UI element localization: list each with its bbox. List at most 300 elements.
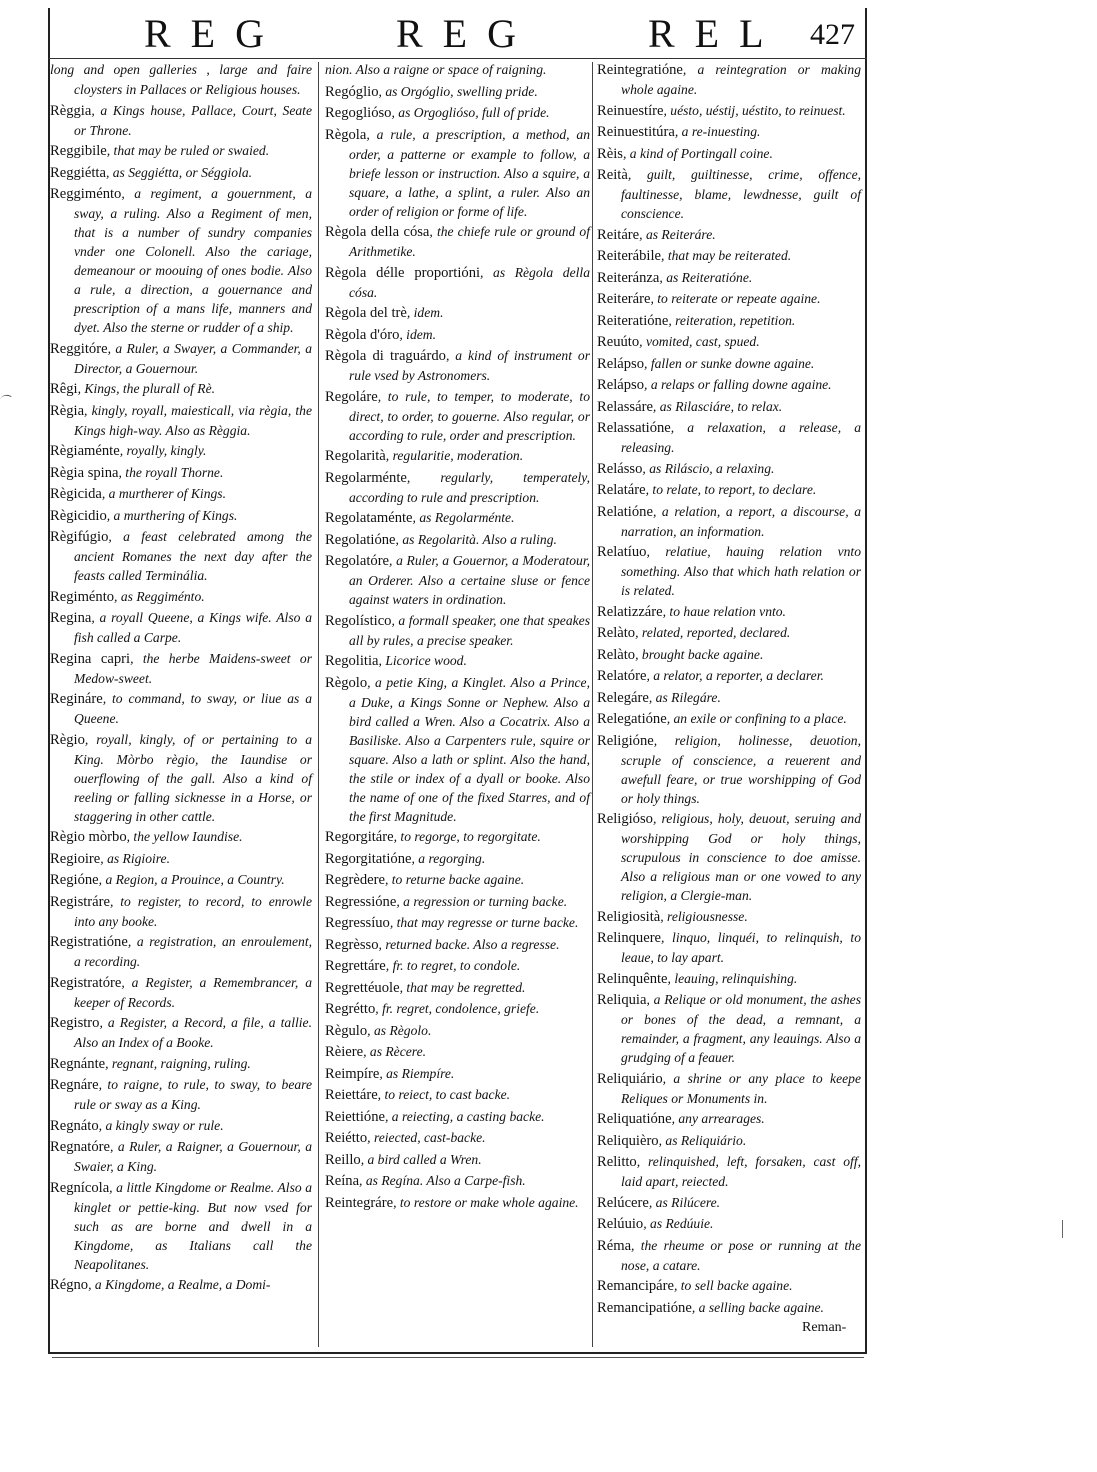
headword: Règio bbox=[50, 731, 85, 748]
headword: Règia bbox=[50, 402, 85, 419]
definition: , that may be regretted. bbox=[399, 979, 526, 995]
headword: Relatóre bbox=[597, 668, 647, 684]
dictionary-entry bbox=[50, 1116, 312, 1136]
headword: Reintegráre bbox=[325, 1194, 394, 1211]
dictionary-entry bbox=[325, 999, 590, 1019]
headword: Regina capri bbox=[50, 650, 131, 667]
definition: , royally, kingly. bbox=[119, 443, 207, 458]
dictionary-entry bbox=[50, 527, 312, 585]
definition: , the herbe Maidens-sweet or Medow-sweet. bbox=[74, 650, 312, 686]
definition: , a kind of instrument or rule vsed by Astronomers. bbox=[349, 348, 591, 383]
dictionary-entry bbox=[597, 1131, 861, 1151]
definition: , a formall speaker, one that speakes all by rules, a precise speaker. bbox=[349, 612, 590, 648]
headword: Reintegratióne bbox=[597, 62, 683, 78]
dictionary-entry bbox=[597, 990, 861, 1067]
definition: , fr. to regret, to condole. bbox=[385, 958, 521, 973]
definition: , regularly, temperately, according to rule and prescription. bbox=[349, 469, 590, 505]
dictionary-entry bbox=[597, 542, 861, 600]
dictionary-entry bbox=[325, 827, 590, 847]
headword: Relásso bbox=[597, 460, 643, 477]
dictionary-entry bbox=[597, 1193, 861, 1213]
dictionary-entry bbox=[325, 651, 590, 671]
definition: , brought backe againe. bbox=[635, 646, 764, 662]
dictionary-entry bbox=[597, 246, 861, 266]
headword: Religiosità bbox=[597, 908, 661, 925]
dictionary-entry bbox=[50, 892, 312, 931]
headword: Rèis bbox=[597, 145, 623, 162]
dictionary-entry bbox=[597, 666, 861, 686]
definition: , a kingly sway or rule. bbox=[98, 1117, 224, 1133]
definition: , returned backe. Also a regresse. bbox=[378, 936, 560, 952]
headword: Regnáre bbox=[50, 1077, 99, 1093]
dictionary-entry bbox=[325, 530, 590, 550]
page-number: 427 bbox=[810, 18, 855, 51]
dictionary-entry bbox=[325, 446, 590, 466]
definition: , a relaps or falling downe againe. bbox=[644, 377, 832, 392]
definition: , as Rilúcere. bbox=[648, 1194, 721, 1210]
dictionary-entry bbox=[50, 1178, 312, 1274]
dictionary-entry bbox=[50, 1137, 312, 1176]
definition: , a Ruler, a Raigner, a Gouernour, a Swaier, a King. bbox=[74, 1139, 312, 1174]
dictionary-entry bbox=[597, 688, 861, 708]
dictionary-entry bbox=[597, 907, 861, 927]
definition: , a regression or turning backe. bbox=[396, 893, 568, 909]
definition: , a selling backe againe. bbox=[691, 1299, 824, 1315]
definition: , Licorice wood. bbox=[378, 653, 467, 668]
headword: Relegáre bbox=[597, 689, 649, 706]
definition: , that may regresse or turne backe. bbox=[389, 915, 579, 930]
headword: Reliquatióne bbox=[597, 1111, 672, 1127]
headword: Regolatóre bbox=[325, 553, 390, 569]
definition: , as Regolarménte. bbox=[412, 510, 515, 525]
definition: , a regorging. bbox=[411, 850, 486, 866]
dictionary-entry bbox=[597, 969, 861, 989]
definition: , a regiment, a gouernment, a sway, a ruling. Also a Regiment of men, that is a number of sundry companies vnder one Colonell. Also the cariage, demeanour or moouing of ones bodie. Also a rule, a direction, a gouernance and prescription of a mans life, manners and dyet. Also the sterne or rudder of a ship. bbox=[74, 186, 312, 335]
column-middle bbox=[325, 60, 590, 1214]
headword: Règio mòrbo bbox=[50, 829, 127, 845]
dictionary-entry bbox=[325, 1193, 590, 1213]
dictionary-entry bbox=[50, 973, 312, 1012]
dictionary-entry bbox=[597, 731, 861, 808]
dictionary-entry bbox=[325, 1128, 590, 1148]
headword: Regrèsso bbox=[325, 936, 379, 953]
headword: Règola délle proportióni bbox=[325, 264, 481, 281]
definition: , a kind of Portingall coine. bbox=[622, 145, 773, 161]
definition: , as Rigioire. bbox=[100, 850, 170, 866]
definition: , as Reliquiário. bbox=[658, 1132, 747, 1148]
dictionary-entry bbox=[50, 689, 312, 728]
dictionary-entry bbox=[325, 1150, 590, 1170]
dictionary-entry bbox=[597, 480, 861, 500]
headword: Reiteráre bbox=[597, 291, 651, 307]
dictionary-entry bbox=[50, 163, 312, 183]
definition: , to returne backe againe. bbox=[384, 872, 525, 887]
column-rule bbox=[318, 62, 319, 1347]
dictionary-entry bbox=[325, 325, 590, 345]
dictionary-entry bbox=[325, 387, 590, 445]
definition: , a Ruler, a Gouernor, a Moderatour, an Orderer. Also a certaine sluse or fence against waters in ordination. bbox=[349, 553, 590, 607]
headword: Reína bbox=[325, 1173, 360, 1189]
page-border bbox=[52, 1357, 864, 1358]
dictionary-entry bbox=[325, 913, 590, 933]
definition: , to command, to sway, or liue as a Queene. bbox=[74, 691, 312, 726]
definition: , any arrearages. bbox=[671, 1111, 765, 1126]
dictionary-entry bbox=[597, 289, 861, 309]
headword: Règola d'óro bbox=[325, 326, 400, 343]
headword: Registratióne bbox=[50, 934, 128, 950]
dictionary-entry bbox=[325, 1021, 590, 1041]
dictionary-entry bbox=[50, 730, 312, 826]
dictionary-entry bbox=[325, 103, 590, 123]
dictionary-entry bbox=[597, 928, 861, 967]
dictionary-entry bbox=[597, 122, 861, 142]
headword: Relassatióne bbox=[597, 420, 671, 436]
definition: , religiousnesse. bbox=[660, 908, 748, 924]
definition: , royall, kingly, of or pertaining to a King. Mòrbo règio, the Iaundise or ouerflowing of the gall. Also a kind of reeling or falling sicknesse in a Horse, or staggering in other cattle. bbox=[74, 731, 312, 824]
dictionary-entry bbox=[50, 587, 312, 607]
headword: Registráre bbox=[50, 893, 110, 910]
dictionary-entry bbox=[50, 184, 312, 337]
headword: Règola bbox=[325, 126, 367, 143]
headword: Relatíuo bbox=[597, 544, 647, 560]
definition: , fallen or sunke downe againe. bbox=[644, 355, 815, 371]
definition: , religious, holy, deuout, seruing and worshipping God or holy things, scrupulous in conscience to doe amisse. Also a religious man or one vowed to any religion, a Clergie-man. bbox=[621, 811, 861, 903]
dictionary-entry bbox=[50, 141, 312, 161]
definition: , regnant, raigning, ruling. bbox=[105, 1055, 251, 1071]
headword: Relàto bbox=[597, 646, 636, 663]
headword: Relàto bbox=[597, 625, 636, 641]
definition: , a Register, a Remembrancer, a keeper of Records. bbox=[74, 974, 312, 1010]
headword: Relápso bbox=[597, 355, 645, 372]
headword: Regolarménte bbox=[325, 469, 407, 486]
definition: , related, reported, declared. bbox=[635, 625, 791, 640]
headword: Rèiere bbox=[325, 1044, 364, 1060]
headword: Relinquênte bbox=[597, 970, 668, 987]
margin-mark bbox=[0, 393, 12, 407]
dictionary-entry bbox=[325, 468, 590, 507]
dictionary-entry bbox=[325, 551, 590, 609]
definition: , to raigne, to rule, to sway, to beare rule or sway as a King. bbox=[74, 1077, 312, 1112]
headword: Reliquièro bbox=[597, 1132, 659, 1149]
headword: Reggibile bbox=[50, 143, 107, 159]
definition: , relinquished, left, forsaken, cast off, laid apart, reiected. bbox=[621, 1154, 861, 1189]
headword: Relinquere bbox=[597, 930, 662, 946]
dictionary-entry bbox=[597, 418, 861, 457]
headword: Regioire bbox=[50, 850, 101, 867]
definition: , a shrine or any place to keepe Reliques or Monuments in. bbox=[621, 1070, 861, 1106]
headword: Règifúgio bbox=[50, 529, 109, 545]
dictionary-entry bbox=[325, 978, 590, 998]
headword: Remancipáre bbox=[597, 1278, 674, 1294]
dictionary-entry bbox=[597, 311, 861, 331]
dictionary-entry bbox=[597, 1298, 861, 1318]
margin-mark bbox=[1062, 1220, 1063, 1238]
definition: , that may be reiterated. bbox=[661, 248, 792, 263]
dictionary-entry bbox=[325, 1085, 590, 1105]
headword: Regióne bbox=[50, 872, 99, 888]
headword: Reggiménto bbox=[50, 186, 122, 202]
dictionary-entry bbox=[50, 441, 312, 461]
definition: , a Ruler, a Swayer, a Commander, a Director, a Gouernour. bbox=[74, 340, 312, 376]
dictionary-entry bbox=[50, 870, 312, 890]
dictionary-entry bbox=[50, 379, 312, 399]
headword: Reiteránza bbox=[597, 269, 660, 286]
headword: Regorgitáre bbox=[325, 829, 394, 845]
headword: Relúcere bbox=[597, 1194, 649, 1211]
headword: Regóglio bbox=[325, 83, 379, 100]
dictionary-entry bbox=[325, 870, 590, 890]
dictionary-entry bbox=[50, 1054, 312, 1074]
dictionary-entry bbox=[597, 709, 861, 729]
headword: Reità bbox=[597, 167, 628, 183]
dictionary-entry bbox=[50, 506, 312, 526]
headword: Regolatióne bbox=[325, 531, 396, 548]
definition: , as Regolarità. Also a ruling. bbox=[395, 531, 557, 547]
dictionary-entry bbox=[50, 932, 312, 971]
dictionary-entry bbox=[325, 263, 590, 302]
definition: , to haue relation vnto. bbox=[662, 603, 786, 619]
headword: Relúuio bbox=[597, 1216, 644, 1232]
headword: Regoláre bbox=[325, 388, 378, 405]
headword: Regrettáre bbox=[325, 958, 386, 974]
dictionary-entry bbox=[325, 222, 590, 261]
definition: , to relate, to report, to declare. bbox=[645, 482, 817, 497]
headword: Règolo bbox=[325, 674, 368, 691]
dictionary-entry bbox=[50, 1013, 312, 1052]
headword: Reliquiário bbox=[597, 1070, 663, 1087]
dictionary-entry bbox=[597, 101, 861, 121]
dictionary-entry bbox=[50, 608, 312, 647]
headword: Regoglióso bbox=[325, 105, 392, 121]
definition: , a rule, a prescription, a method, an order, a patterne or example to follow, a briefe lesson or instruction. Also a squire, a square, a lathe, a splint, a ruler. Also an order of religion or forme of life. bbox=[349, 126, 590, 219]
headword: Relatáre bbox=[597, 482, 646, 498]
definition: , a relator, a reporter, a declarer. bbox=[646, 668, 824, 683]
dictionary-entry bbox=[325, 935, 590, 955]
dictionary-entry bbox=[597, 1152, 861, 1191]
headword: Rêgi bbox=[50, 381, 78, 397]
guide-word-left: REG bbox=[144, 11, 284, 56]
headword: Relitto bbox=[597, 1154, 637, 1170]
definition: , a little Kingdome or Realme. Also a kinglet or pettie-king. But now vsed for such as are borne and dwell in a Kingdome, as Italians call the Neapolitanes. bbox=[74, 1179, 312, 1272]
definition: , as Rilegáre. bbox=[648, 689, 721, 705]
headword: Relatizzáre bbox=[597, 603, 663, 620]
dictionary-entry bbox=[597, 225, 861, 245]
dictionary-entry bbox=[325, 60, 590, 80]
definition: , a royall Queene, a Kings wife. Also a fish called a Carpe. bbox=[74, 610, 312, 645]
definition: , a feast celebrated among the ancient Romanes the next day after the feasts called Terminália. bbox=[74, 529, 312, 583]
headword: Reillo bbox=[325, 1151, 361, 1168]
headword: Reiétto bbox=[325, 1130, 368, 1146]
definition: , as Redúuie. bbox=[643, 1216, 714, 1231]
headword: Relatióne bbox=[597, 503, 653, 520]
definition: , as Riempíre. bbox=[379, 1065, 455, 1081]
definition: , to reiect, to cast backe. bbox=[377, 1087, 511, 1102]
headword: Règola del trè bbox=[325, 305, 407, 321]
headword: Reimpíre bbox=[325, 1065, 380, 1082]
headword: Regrèdere bbox=[325, 872, 385, 888]
dictionary-entry bbox=[597, 332, 861, 352]
definition: , linquo, linquéi, to relinquish, to leaue, to lay apart. bbox=[621, 930, 861, 965]
definition: , as Orgóglio, swelling pride. bbox=[378, 83, 538, 99]
headword: Regorgitatióne bbox=[325, 850, 412, 867]
headword: Relassáre bbox=[597, 398, 653, 415]
definition: , vomited, cast, spued. bbox=[639, 334, 760, 349]
definition: , a re-inuesting. bbox=[674, 124, 761, 139]
headword: Reinuestíre bbox=[597, 102, 664, 119]
headword: Remancipatióne bbox=[597, 1299, 692, 1316]
headword: Reggitóre bbox=[50, 340, 108, 357]
dictionary-entry bbox=[597, 375, 861, 395]
dictionary-entry bbox=[597, 602, 861, 622]
definition: , as Règolo. bbox=[367, 1022, 432, 1038]
definition: long and open galleries , large and faire cloysters in Pallaces or Religious houses. bbox=[50, 62, 312, 97]
column-right bbox=[597, 60, 861, 1319]
definition: , Kings, the plurall of Rè. bbox=[77, 381, 216, 396]
definition: , to restore or make whole againe. bbox=[393, 1194, 579, 1210]
definition: , the yellow Iaundise. bbox=[126, 829, 243, 844]
headword: Reiterábile bbox=[597, 248, 662, 264]
definition: , that may be ruled or swaied. bbox=[106, 143, 270, 158]
dictionary-entry bbox=[597, 144, 861, 164]
dictionary-entry bbox=[597, 165, 861, 223]
headword: Regolataménte bbox=[325, 510, 413, 526]
dictionary-page bbox=[40, 0, 872, 1364]
definition: , as Regína. Also a Carpe-fish. bbox=[359, 1173, 526, 1188]
definition: , a reintegration or making whole againe. bbox=[621, 62, 861, 97]
headword: Reiettióne bbox=[325, 1108, 385, 1125]
dictionary-entry bbox=[325, 673, 590, 826]
headword: Règola di traguárdo bbox=[325, 348, 446, 364]
headword: Regnícola bbox=[50, 1179, 110, 1196]
dictionary-entry bbox=[325, 1042, 590, 1062]
definition: , a Region, a Prouince, a Country. bbox=[98, 872, 285, 887]
headword: Reitáre bbox=[597, 226, 640, 243]
definition: , a reiecting, a casting backe. bbox=[384, 1108, 545, 1124]
definition: , a relation, a report, a discourse, a narration, an information. bbox=[621, 503, 861, 539]
header-rule bbox=[48, 58, 867, 59]
dictionary-entry bbox=[597, 645, 861, 665]
dictionary-entry bbox=[325, 1107, 590, 1127]
definition: , a Relique or old monument, the ashes or bones of the dead, a remnant, a remainder, a fragment, any leauings. Also a grudging of a feauer. bbox=[621, 992, 861, 1065]
dictionary-entry bbox=[325, 125, 590, 221]
headword: Relápso bbox=[597, 377, 645, 393]
definition: , the chiefe rule or ground of Arithmetike. bbox=[349, 224, 590, 259]
headword: Regrettéuole bbox=[325, 979, 400, 996]
headword: Regnatóre bbox=[50, 1139, 110, 1155]
dictionary-entry bbox=[597, 502, 861, 541]
definition: , uésto, uéstij, uéstito, to reinuest. bbox=[663, 102, 846, 118]
headword: Règola della cósa bbox=[325, 224, 430, 240]
dictionary-entry bbox=[325, 508, 590, 528]
definition: , to regorge, to regorgitate. bbox=[393, 829, 541, 844]
dictionary-entry bbox=[597, 623, 861, 643]
dictionary-entry bbox=[325, 346, 590, 385]
headword: Reggiétta bbox=[50, 164, 106, 181]
dictionary-entry bbox=[325, 1064, 590, 1084]
definition: , to register, to record, to enrowle into any booke. bbox=[74, 893, 312, 929]
dictionary-entry bbox=[325, 611, 590, 650]
headword: Registratóre bbox=[50, 974, 122, 991]
headword: Réma bbox=[597, 1237, 632, 1254]
dictionary-entry bbox=[325, 1171, 590, 1191]
dictionary-entry bbox=[50, 463, 312, 483]
dictionary-entry bbox=[597, 397, 861, 417]
dictionary-entry bbox=[597, 1236, 861, 1275]
definition: , a bird called a Wren. bbox=[360, 1151, 482, 1167]
definition: , as Règola della cósa. bbox=[349, 264, 590, 300]
dictionary-entry bbox=[325, 82, 590, 102]
definition: , relatiue, hauing relation vnto something. Also that which hath relation or is related. bbox=[621, 544, 861, 598]
dictionary-entry bbox=[597, 1214, 861, 1234]
definition: , a Kingdome, a Realme, a Domi- bbox=[88, 1277, 271, 1292]
headword: Règiaménte bbox=[50, 443, 120, 459]
definition: , to sell backe againe. bbox=[673, 1278, 793, 1293]
guide-word-center: REG bbox=[396, 11, 536, 56]
definition: , as Orgoglióso, full of pride. bbox=[391, 105, 550, 120]
headword: Regrétto bbox=[325, 1001, 376, 1017]
definition: , leauing, relinquishing. bbox=[667, 970, 798, 986]
dictionary-entry bbox=[597, 809, 861, 905]
definition: , a relaxation, a release, a releasing. bbox=[621, 420, 861, 455]
definition: , as Riláscio, a relaxing. bbox=[642, 460, 775, 476]
dictionary-entry bbox=[50, 827, 312, 847]
definition: , as Reggiménto. bbox=[114, 588, 205, 604]
headword: Regináre bbox=[50, 691, 103, 707]
headword: Regnáto bbox=[50, 1117, 99, 1134]
definition: , religion, holinesse, deuotion, scruple of conscience, a reuerent and awefull feare, or true worshipping of God or holy things. bbox=[621, 732, 861, 806]
definition: , kingly, royall, maiesticall, via règia, the Kings high-way. Also as Règgia. bbox=[74, 402, 312, 438]
definition: , idem. bbox=[399, 326, 436, 342]
definition: , a Kings house, Pallace, Court, Seate or Throne. bbox=[74, 102, 312, 138]
definition: , guilt, guiltinesse, crime, offence, faultinesse, blame, lewdnesse, guilt of conscience. bbox=[621, 167, 861, 221]
definition: , to rule, to temper, to moderate, to direct, to order, to gouerne. Also regular, or according to rule, order and prescription. bbox=[349, 388, 590, 443]
dictionary-entry bbox=[50, 339, 312, 378]
dictionary-entry bbox=[50, 60, 312, 99]
definition: , fr. regret, condolence, griefe. bbox=[375, 1001, 540, 1016]
headword: Reiettáre bbox=[325, 1087, 378, 1103]
page-border bbox=[48, 1352, 867, 1354]
definition: , idem. bbox=[406, 305, 444, 320]
dictionary-entry bbox=[597, 1109, 861, 1129]
headword: Religióso bbox=[597, 811, 653, 827]
column-left bbox=[50, 60, 312, 1297]
dictionary-entry bbox=[597, 354, 861, 374]
dictionary-entry bbox=[50, 101, 312, 140]
dictionary-entry bbox=[597, 1276, 861, 1296]
dictionary-entry bbox=[50, 849, 312, 869]
headword: Reuúto bbox=[597, 334, 640, 350]
headword: Regnánte bbox=[50, 1055, 106, 1072]
headword: Régno bbox=[50, 1277, 89, 1293]
headword: Regiménto bbox=[50, 588, 115, 605]
headword: Règgia bbox=[50, 102, 92, 119]
definition: nion. Also a raigne or space of raigning. bbox=[325, 62, 547, 77]
headword: Reiteratióne bbox=[597, 312, 669, 329]
dictionary-entry bbox=[50, 401, 312, 440]
dictionary-entry bbox=[50, 1275, 312, 1295]
headword: Reliquia bbox=[597, 992, 647, 1008]
headword: Relegatióne bbox=[597, 711, 667, 727]
running-header bbox=[40, 4, 872, 58]
definition: , as Reiteratióne. bbox=[659, 269, 753, 285]
headword: Regolitia bbox=[325, 653, 379, 669]
guide-word-right: REL bbox=[648, 11, 784, 56]
page-border bbox=[865, 8, 867, 1353]
headword: Reinuestitúra bbox=[597, 124, 675, 140]
definition: , reiteration, repetition. bbox=[668, 312, 796, 328]
definition: , as Rècere. bbox=[363, 1044, 426, 1059]
dictionary-entry bbox=[50, 649, 312, 688]
